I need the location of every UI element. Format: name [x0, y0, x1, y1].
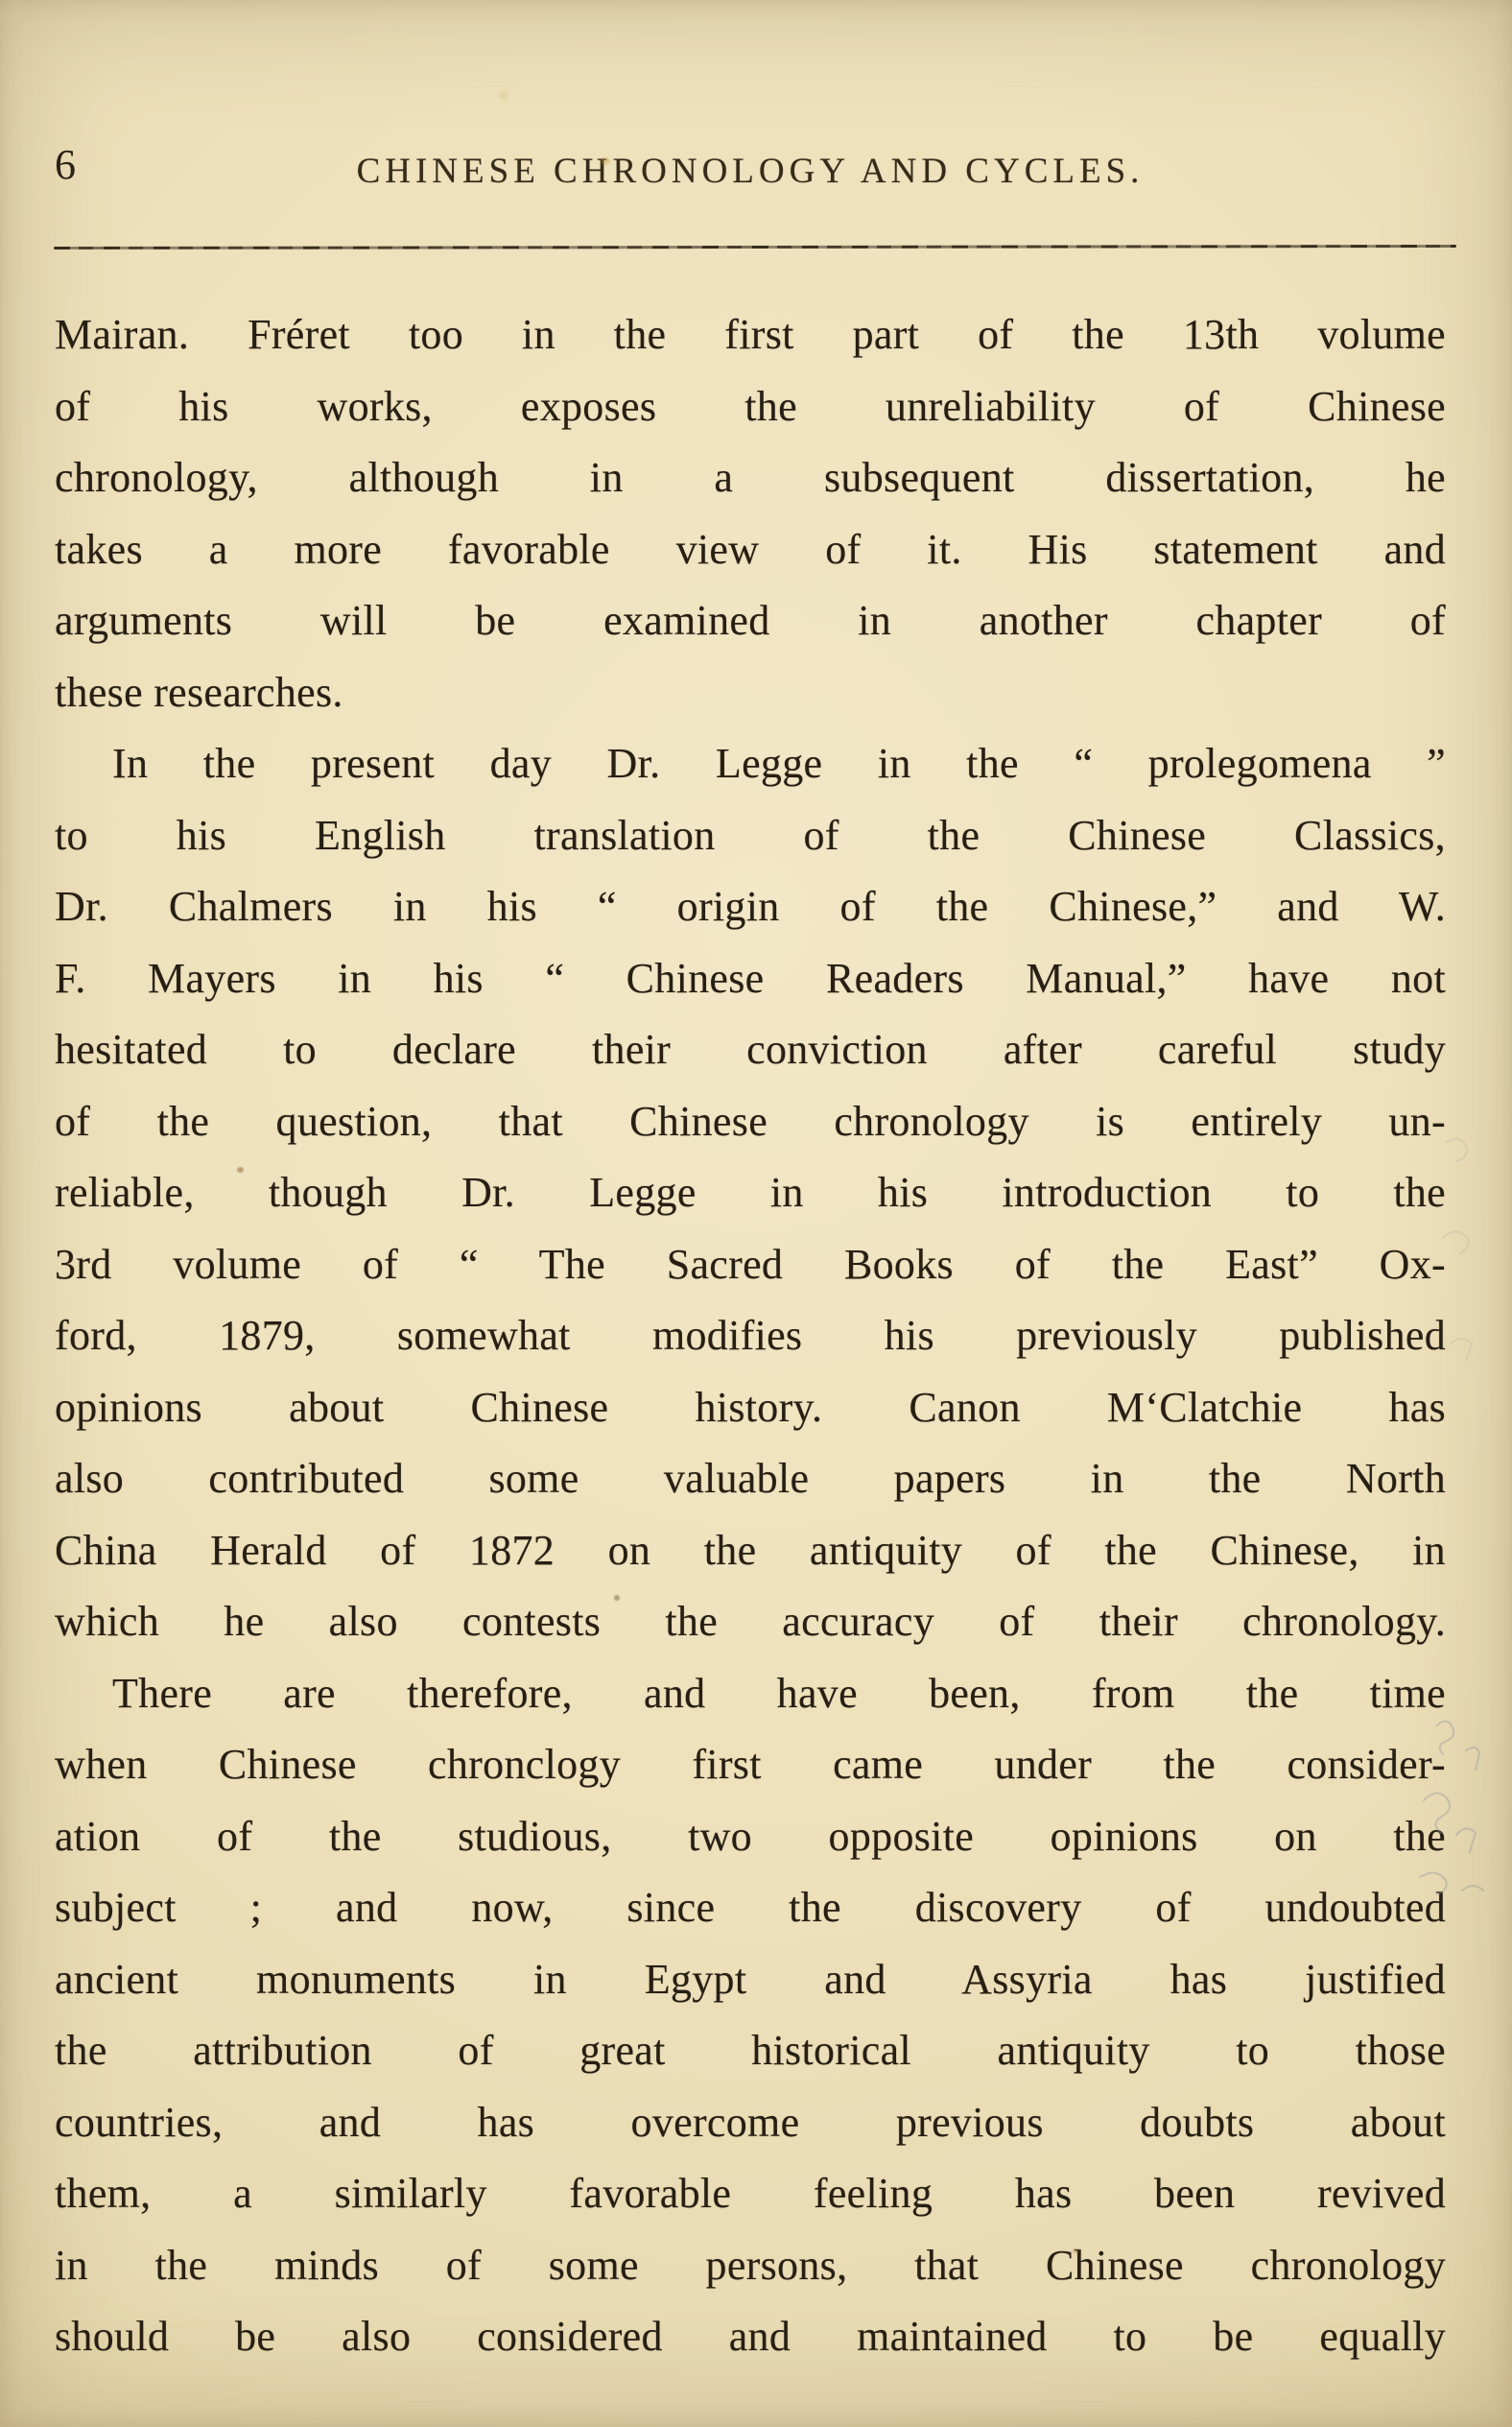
- text-line: of his works, exposes the unreliability of Chinese: [55, 382, 1446, 430]
- text-line: opinions about Chinese history. Canon M‘Clatchie has: [55, 1383, 1446, 1431]
- text-line: There are therefore, and have been, from the time: [112, 1669, 1446, 1717]
- text-line: countries, and has overcome previous doubts about: [55, 2098, 1446, 2146]
- text-line: in the minds of some persons, that Chinese chronology: [55, 2241, 1446, 2289]
- text-line: to his English translation of the Chinese Classics,: [55, 811, 1446, 859]
- text-line: these researches.: [55, 668, 343, 716]
- text-line: ancient monuments in Egypt and Assyria has justified: [55, 1955, 1446, 2003]
- text-line: when Chinese chronclogy first came under the consider-: [55, 1741, 1446, 1788]
- page-number: 6: [55, 141, 76, 188]
- paper-speck: [499, 92, 508, 99]
- text-line: chronology, although in a subsequent dissertation, he: [55, 454, 1446, 501]
- text-line: of the question, that Chinese chronology is entirely un-: [55, 1097, 1446, 1145]
- text-line: F. Mayers in his “ Chinese Readers Manual,” have not: [55, 954, 1446, 1002]
- text-line: which he also contests the accuracy of their chronology.: [55, 1598, 1446, 1645]
- text-line: ford, 1879, somewhat modifies his previously published: [55, 1312, 1446, 1359]
- text-line: the attribution of great historical antiquity to those: [55, 2027, 1446, 2074]
- text-line: arguments will be examined in another chapter of: [55, 597, 1446, 644]
- text-line: China Herald of 1872 on the antiquity of the Chinese, in: [55, 1526, 1446, 1574]
- text-line: In the present day Dr. Legge in the “ prolegomena ”: [112, 740, 1446, 787]
- text-line: also contributed some valuable papers in the North: [55, 1455, 1446, 1502]
- text-line: ation of the studious, two opposite opinions on the: [55, 1812, 1446, 1860]
- text-line: reliable, though Dr. Legge in his introduction to the: [55, 1169, 1446, 1216]
- text-line: Dr. Chalmers in his “ origin of the Chinese,” and W.: [55, 883, 1446, 930]
- text-line: them, a similarly favorable feeling has been revived: [55, 2170, 1446, 2217]
- running-header: CHINESE CHRONOLOGY AND CYCLES.: [356, 152, 1145, 191]
- page-body: [55, 299, 1446, 2373]
- text-line: Mairan. Fréret too in the first part of the 13th volume: [55, 311, 1446, 358]
- text-line: takes a more favorable view of it. His statement and: [55, 525, 1446, 573]
- text-line: subject ; and now, since the discovery of undoubted: [55, 1884, 1446, 1931]
- text-line: hesitated to declare their conviction after careful study: [55, 1026, 1446, 1073]
- text-line: 3rd volume of “ The Sacred Books of the East” Ox-: [55, 1240, 1446, 1288]
- text-line: should be also considered and maintained to be equally: [55, 2313, 1446, 2360]
- header-rule: [54, 245, 1456, 250]
